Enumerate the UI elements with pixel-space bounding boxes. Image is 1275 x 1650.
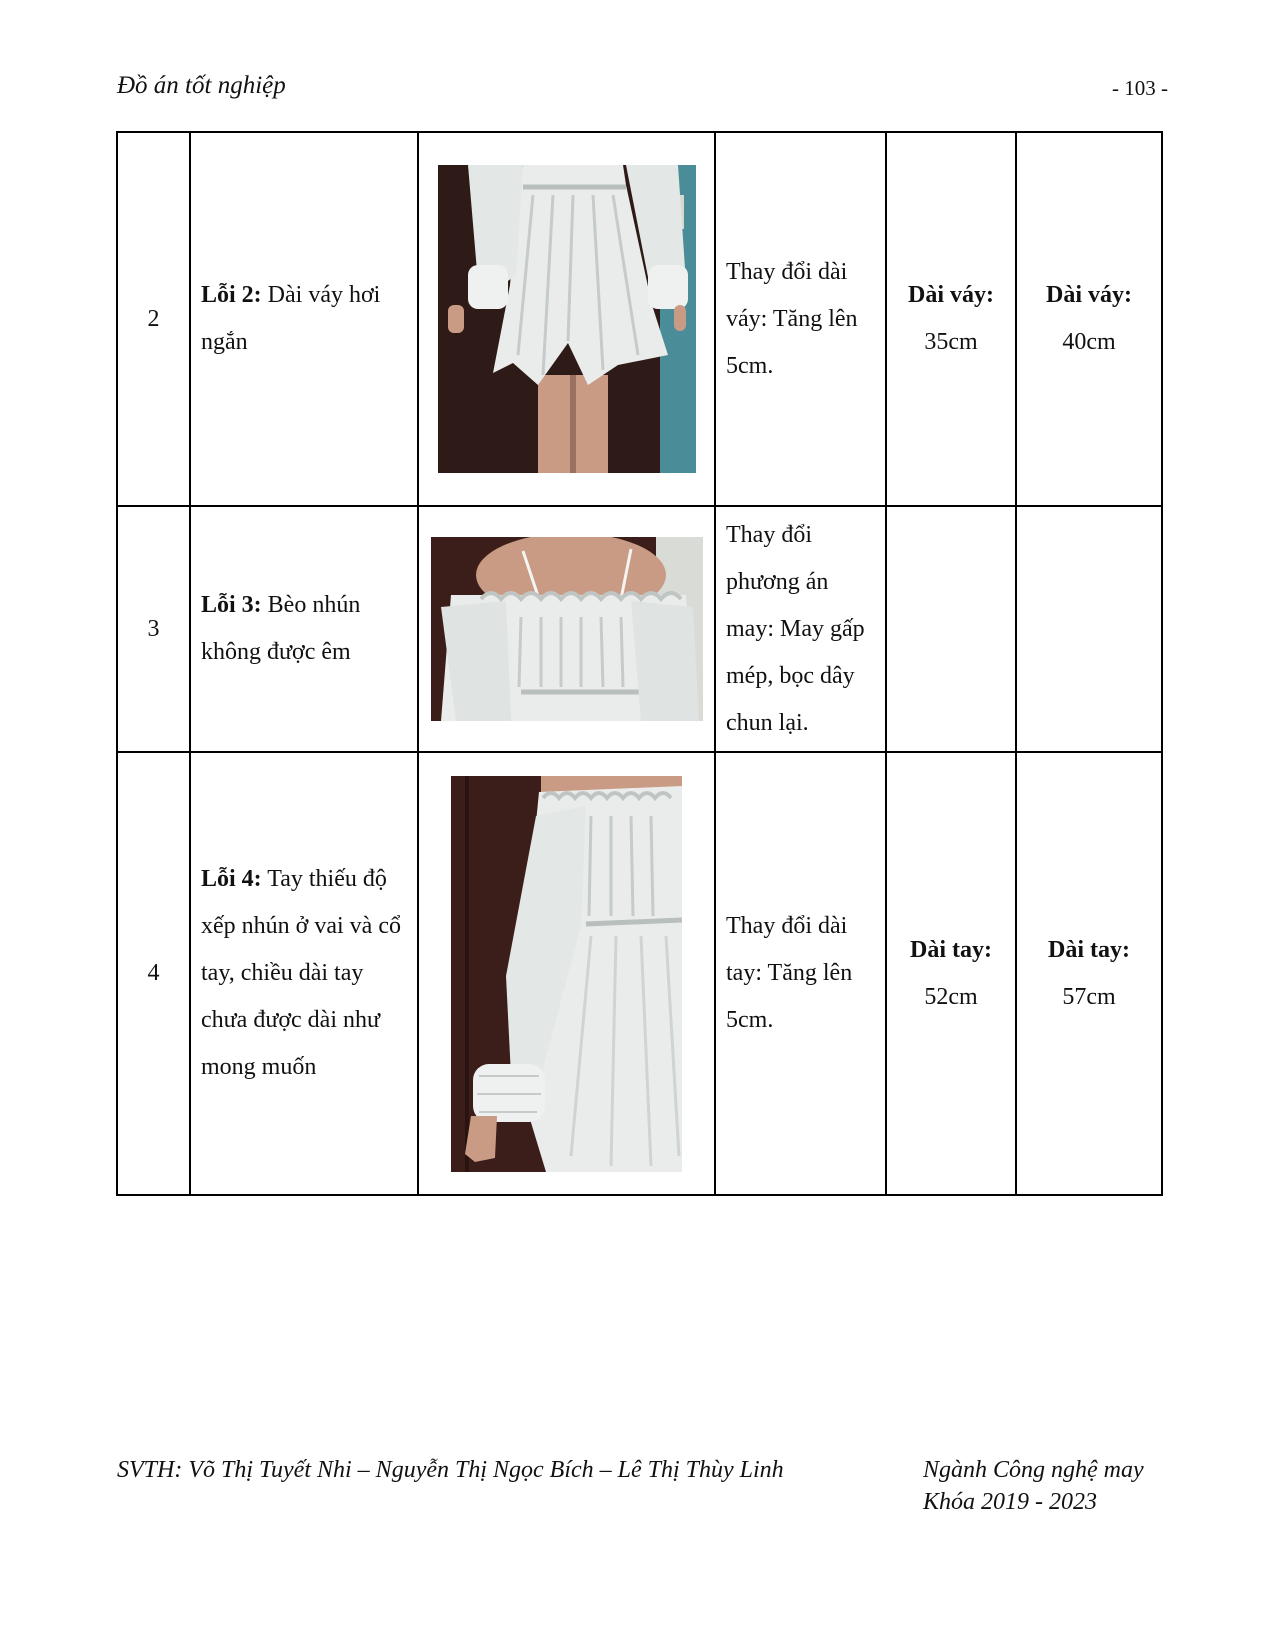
error-text: Tay thiếu độ xếp nhún ở vai và cổ tay, chiều dài tay chưa được dài như mong muốn [201, 866, 401, 1080]
after-label: Dài váy: [1046, 282, 1132, 308]
after-measure [1016, 752, 1162, 1195]
photo-cell [418, 506, 715, 752]
after-measure [1016, 506, 1162, 752]
footer-authors: SVTH: Võ Thị Tuyết Nhi – Nguyễn Thị Ngọc Bích – Lê Thị Thùy Linh [117, 1457, 784, 1483]
before-measure [886, 506, 1016, 752]
before-label: Dài tay: [910, 936, 992, 963]
after-label: Dài tay: [1048, 936, 1130, 963]
before-value: 35cm [924, 329, 978, 355]
row-number: 3 [117, 506, 190, 752]
error-description [190, 752, 418, 1195]
footer-major: Ngành Công nghệ may [923, 1457, 1144, 1483]
photo-cell [418, 752, 715, 1195]
error-label: Lỗi 4: [201, 866, 262, 892]
after-value: 57cm [1062, 983, 1116, 1010]
error-text: Dài váy hơi ngắn [201, 282, 381, 355]
row-number: 4 [117, 752, 190, 1195]
before-measure [886, 752, 1016, 1195]
error-description [190, 506, 418, 752]
error-text: Bèo nhún không được êm [201, 592, 361, 665]
table-row [117, 752, 1162, 1195]
error-fix-table [116, 131, 1163, 1196]
fix-description: Thay đổi dài tay: Tăng lên 5cm. [715, 752, 886, 1195]
footer-course: Khóa 2019 - 2023 [923, 1489, 1097, 1515]
after-measure [1016, 132, 1162, 506]
row-number: 2 [117, 132, 190, 506]
dress-neckline-ruffle-photo [431, 537, 703, 721]
error-label: Lỗi 2: [201, 282, 262, 308]
before-value: 52cm [924, 983, 978, 1010]
after-value: 40cm [1062, 329, 1116, 355]
page-number: - 103 - [1112, 76, 1168, 100]
photo-cell [418, 132, 715, 506]
dress-sleeve-side-photo [451, 776, 682, 1172]
error-description [190, 132, 418, 506]
white-dress-front-photo [438, 165, 696, 473]
before-label: Dài váy: [908, 282, 994, 308]
fix-description: Thay đổi phương án may: May gấp mép, bọc dây chun lại. [715, 506, 886, 752]
fix-description: Thay đổi dài váy: Tăng lên 5cm. [715, 132, 886, 506]
header-title: Đồ án tốt nghiệp [117, 72, 286, 99]
table-row [117, 132, 1162, 506]
before-measure [886, 132, 1016, 506]
table-row [117, 506, 1162, 752]
error-label: Lỗi 3: [201, 592, 262, 618]
